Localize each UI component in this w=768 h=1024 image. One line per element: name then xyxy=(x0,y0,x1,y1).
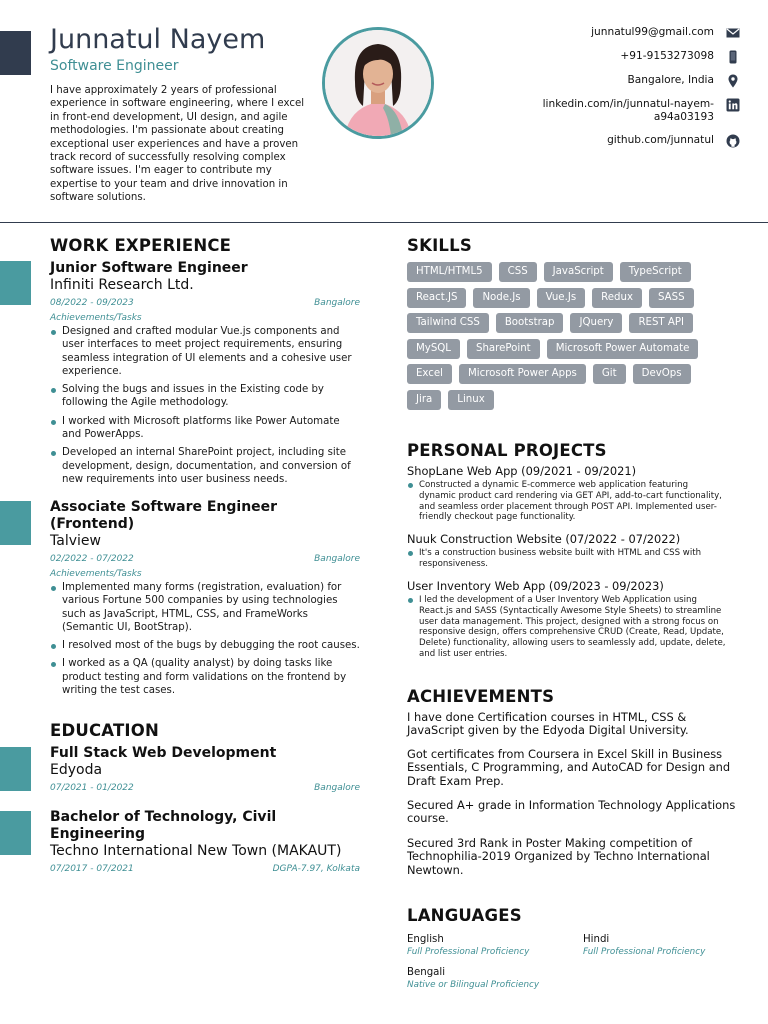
contact-list xyxy=(500,26,740,158)
skill-tag: SharePoint xyxy=(467,339,540,359)
skill-tag: REST API xyxy=(629,313,693,333)
achievement-item: Secured A+ grade in Information Technology Applications course. xyxy=(407,798,736,826)
skill-tag: Redux xyxy=(592,288,642,308)
skill-tag: SASS xyxy=(649,288,694,308)
job-meta xyxy=(50,553,360,565)
job-entry xyxy=(50,260,360,491)
job-title: Junior Software Engineer xyxy=(50,260,248,276)
header-divider xyxy=(0,222,768,223)
education-accent-bar xyxy=(0,747,31,791)
school-name: Edyoda xyxy=(50,762,103,778)
job-location: Bangalore xyxy=(314,554,360,564)
job-meta xyxy=(50,297,360,309)
job-bullet: Developed an internal SharePoint project, including site development, design, documentation, and conversion of new requirements into user business needs. xyxy=(50,446,360,486)
personal-projects-heading: PERSONAL PROJECTS xyxy=(407,441,607,460)
skill-tag: Node.Js xyxy=(473,288,529,308)
education-dates: 07/2021 - 01/2022 xyxy=(50,783,134,793)
work-experience-heading: WORK EXPERIENCE xyxy=(50,236,232,255)
skill-tag: JavaScript xyxy=(544,262,613,282)
education-entry xyxy=(50,809,360,875)
skill-tag: HTML/HTML5 xyxy=(407,262,492,282)
job-bullets xyxy=(50,581,360,697)
job-dates: 08/2022 - 09/2023 xyxy=(50,298,134,308)
job-bullet: I worked as a QA (quality analyst) by doing tasks like product testing and form validations on the frontend by writing the test cases. xyxy=(50,657,360,697)
candidate-name: Junnatul Nayem xyxy=(50,24,266,55)
skill-tag: Git xyxy=(593,364,626,384)
job-title: Associate Software Engineer (Frontend) xyxy=(50,499,278,532)
contact-linkedin[interactable] xyxy=(500,98,740,124)
tasks-label: Achievements/Tasks xyxy=(50,569,142,579)
job-accent-bar xyxy=(0,261,31,305)
skill-tag: Excel xyxy=(407,364,452,384)
profile-photo xyxy=(322,27,434,139)
location-text: Bangalore, India xyxy=(627,74,714,86)
language-level: Full Professional Proficiency xyxy=(407,947,530,957)
skill-tag: JQuery xyxy=(570,313,622,333)
job-bullet: I worked with Microsoft platforms like Power Automate and PowerApps. xyxy=(50,415,360,442)
skill-tag: Linux xyxy=(448,390,493,410)
skill-tag: DevOps xyxy=(633,364,691,384)
skills-list xyxy=(407,262,737,415)
project-entry xyxy=(407,532,727,570)
achievement-item: Secured 3rd Rank in Poster Making competition of Technophilia-2019 Organized by Techno International Newtown. xyxy=(407,836,710,877)
skill-tag: Jira xyxy=(407,390,441,410)
education-heading: EDUCATION xyxy=(50,721,159,740)
language-entry xyxy=(407,933,577,958)
education-entry xyxy=(50,745,360,794)
email-text[interactable]: junnatul99@gmail.com xyxy=(591,26,714,38)
job-bullets xyxy=(50,325,360,486)
education-meta xyxy=(50,782,360,794)
skill-tag: TypeScript xyxy=(620,262,691,282)
language-level: Native or Bilingual Proficiency xyxy=(407,980,540,990)
language-entry xyxy=(583,933,753,958)
achievements-heading: ACHIEVEMENTS xyxy=(407,687,555,706)
education-location: Bangalore xyxy=(314,783,360,793)
location-pin-icon xyxy=(726,74,740,88)
job-bullet: Implemented many forms (registration, evaluation) for various Fortune 500 companies by using technologies such as JavaScript, HTML, CSS, and FrameWorks (Semantic UI, BootStrap). xyxy=(50,581,360,634)
language-name: Hindi xyxy=(583,934,610,945)
skill-tag: React.JS xyxy=(407,288,466,308)
language-entry xyxy=(407,966,577,991)
skill-tag: Tailwind CSS xyxy=(407,313,489,333)
skills-heading: SKILLS xyxy=(407,236,472,255)
skill-tag: Microsoft Power Apps xyxy=(459,364,586,384)
envelope-icon xyxy=(726,26,740,40)
job-entry xyxy=(50,499,360,702)
job-company: Infiniti Research Ltd. xyxy=(50,277,194,293)
skill-tag: Vue.Js xyxy=(537,288,586,308)
skill-tag: Microsoft Power Automate xyxy=(547,339,699,359)
job-bullet: I resolved most of the bugs by debugging the root causes. xyxy=(50,639,360,652)
profile-summary: I have approximately 2 years of professional experience in software engineering, where I excel in front-end development, UI design, and agile methodologies. I'm passionate about creating exceptional user experiences and have a proven track record of successfully resolving complex software issues. I'm eager to contribute my expertise to your team and drive innovation in software solutions. xyxy=(50,85,305,204)
linkedin-icon xyxy=(726,98,740,112)
github-text[interactable]: github.com/junnatul xyxy=(607,134,714,146)
project-title: User Inventory Web App (09/2023 - 09/2023) xyxy=(407,579,664,593)
project-entry xyxy=(407,464,727,523)
job-bullet: Solving the bugs and issues in the Existing code by following the Agile methodology. xyxy=(50,383,360,410)
contact-location xyxy=(500,74,740,88)
contact-phone[interactable] xyxy=(500,50,740,64)
education-location: DGPA-7.97, Kolkata xyxy=(272,864,360,874)
education-accent-bar xyxy=(0,811,31,855)
skill-tag: MySQL xyxy=(407,339,460,359)
linkedin-text[interactable]: linkedin.com/in/junnatul-nayem-a94a03193 xyxy=(542,98,714,123)
skill-tag: Bootstrap xyxy=(496,313,564,333)
project-title: Nuuk Construction Website (07/2022 - 07/2022) xyxy=(407,532,681,546)
contact-github[interactable] xyxy=(500,134,740,148)
contact-email[interactable] xyxy=(500,26,740,40)
job-bullet: Designed and crafted modular Vue.js components and user interfaces to meet project requirements, ensuring seamless integration of UI elements and a cohesive user experience. xyxy=(50,325,360,378)
profile-photo-image xyxy=(325,30,431,136)
tasks-label: Achievements/Tasks xyxy=(50,313,142,323)
phone-text[interactable]: +91-9153273098 xyxy=(620,50,714,62)
phone-icon xyxy=(726,50,740,64)
languages-heading: LANGUAGES xyxy=(407,906,522,925)
education-meta xyxy=(50,863,360,875)
achievement-item: Got certificates from Coursera in Excel Skill in Business Essentials, C Programming, and AutoCAD for Design and Draft Exam Prep. xyxy=(407,747,731,788)
achievement-item: I have done Certification courses in HTML, CSS & JavaScript given by the Edyoda Digital University. xyxy=(407,710,689,738)
job-accent-bar xyxy=(0,501,31,545)
job-dates: 02/2022 - 07/2022 xyxy=(50,554,134,564)
skill-tag: CSS xyxy=(499,262,537,282)
language-level: Full Professional Proficiency xyxy=(583,947,706,957)
project-entry xyxy=(407,579,727,660)
github-icon xyxy=(726,134,740,148)
language-name: English xyxy=(407,934,444,945)
job-company: Talview xyxy=(50,533,101,549)
degree-title: Bachelor of Technology, Civil Engineering xyxy=(50,809,277,842)
project-description: Constructed a dynamic E-commerce web application featuring dynamic product card rendering via GET API, add-to-cart functionality, and seamless order placement through POST API. Implemented user-friendly checkout page functionality. xyxy=(407,480,727,523)
degree-title: Full Stack Web Development xyxy=(50,745,277,761)
school-name: Techno International New Town (MAKAUT) xyxy=(50,843,342,859)
project-title: ShopLane Web App (09/2021 - 09/2021) xyxy=(407,464,637,478)
language-name: Bengali xyxy=(407,967,446,978)
header-accent-bar xyxy=(0,31,31,75)
project-description: I led the development of a User Inventory Web Application using React.js and SASS (Syntactically Awesome Style Sheets) to streamline user data management. This project, designed with a strong focus on responsive design, offers comprehensive CRUD (Create, Read, Update, Delete) functionality, allowing users to seamlessly add, update, delete, and list user entries. xyxy=(407,595,727,660)
project-description: It's a construction business website built with HTML and CSS with responsiveness. xyxy=(407,548,727,570)
job-role: Software Engineer xyxy=(50,58,179,74)
job-location: Bangalore xyxy=(314,298,360,308)
education-dates: 07/2017 - 07/2021 xyxy=(50,864,134,874)
